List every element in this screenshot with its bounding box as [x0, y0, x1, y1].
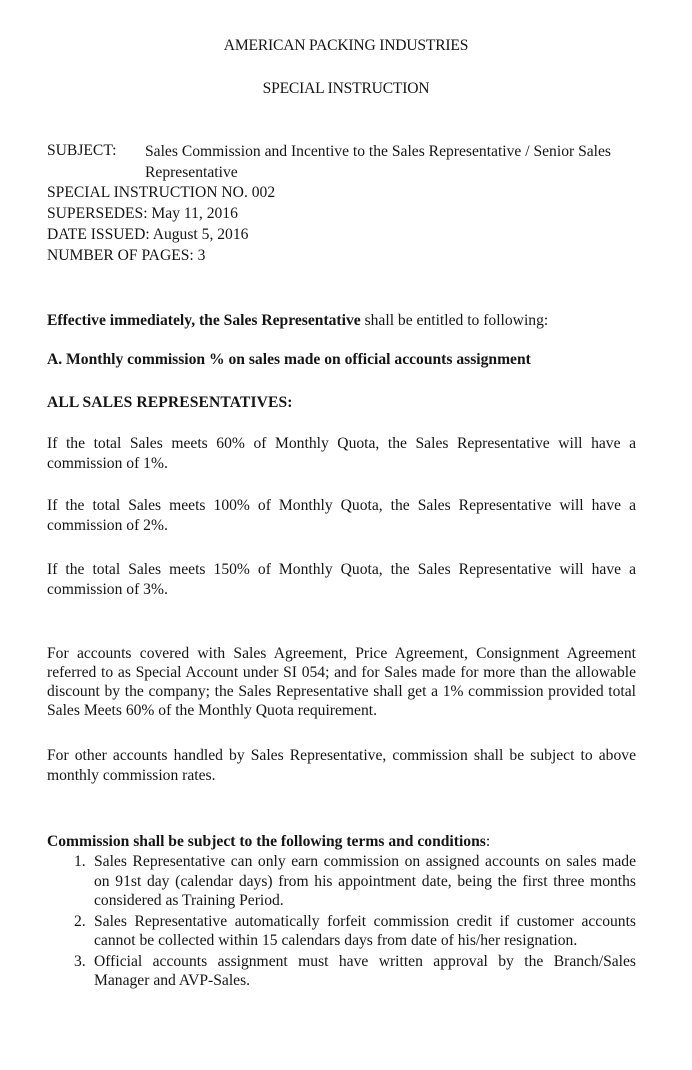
list-item — [47, 852, 636, 911]
subject-value: Sales Commission and Incentive to the Sales Representative / Senior Sales Representative — [145, 143, 611, 181]
subject-label: SUBJECT: — [47, 142, 117, 159]
paragraph-other-accounts: For other accounts handled by Sales Representative, commission shall be subject to above monthly commission rates. — [47, 747, 636, 784]
supersedes: SUPERSEDES: May 11, 2016 — [47, 205, 238, 222]
company-name: AMERICAN PACKING INDUSTRIES — [223, 37, 469, 54]
special-instruction-number: SPECIAL INSTRUCTION NO. 002 — [47, 184, 276, 201]
paragraph-commission-100: If the total Sales meets 100% of Monthly Quota, the Sales Representative will have a commission of 2%. — [47, 497, 636, 534]
terms-heading-bold: Commission shall be subject to the following terms and conditions — [47, 833, 486, 850]
list-item-text: Sales Representative can only earn commission on assigned accounts on sales made on 91st day (calendar days) from his appointment date, being the first three months considered as Training Period. — [94, 853, 636, 909]
paragraph-commission-150: If the total Sales meets 150% of Monthly Quota, the Sales Representative will have a commission of 3%. — [47, 561, 636, 598]
paragraph-commission-60: If the total Sales meets 60% of Monthly Quota, the Sales Representative will have a commission of 1%. — [47, 435, 636, 472]
terms-list — [47, 852, 636, 992]
list-item-number: 1. — [74, 853, 86, 870]
intro-rest: shall be entitled to following: — [360, 312, 549, 329]
intro-paragraph — [47, 311, 636, 331]
paragraph-special-accounts: For accounts covered with Sales Agreement, Price Agreement, Consignment Agreement referred to as Special Account under SI 054; and for Sales made for more than the allowable discount by the company; the Sales Representative shall get a 1% commission provided total Sales Meets 60% of the Monthly Quota requirement. — [47, 645, 636, 719]
list-item-number: 2. — [74, 912, 86, 930]
document-meta — [47, 141, 647, 267]
list-item-text: Sales Representative automatically forfeit commission credit if customer accounts cannot be collected within 15 calendars days from date of his/her resignation. — [94, 912, 636, 949]
list-item-text: Official accounts assignment must have written approval by the Branch/Sales Manager and AVP-Sales. — [94, 952, 636, 989]
date-issued: DATE ISSUED: August 5, 2016 — [47, 226, 249, 243]
terms-heading-colon: : — [485, 833, 491, 850]
section-a-title: A. Monthly commission % on sales made on official accounts assignment — [47, 351, 531, 368]
intro-bold: Effective immediately, the Sales Representative — [47, 312, 361, 329]
terms-heading — [47, 832, 636, 852]
subject-row — [47, 141, 647, 183]
number-of-pages: NUMBER OF PAGES: 3 — [47, 247, 206, 264]
list-item-number: 3. — [74, 952, 86, 970]
list-item — [47, 912, 636, 951]
list-item — [47, 952, 636, 991]
section-subheading: ALL SALES REPRESENTATIVES: — [47, 394, 293, 411]
document-type: SPECIAL INSTRUCTION — [262, 80, 430, 97]
